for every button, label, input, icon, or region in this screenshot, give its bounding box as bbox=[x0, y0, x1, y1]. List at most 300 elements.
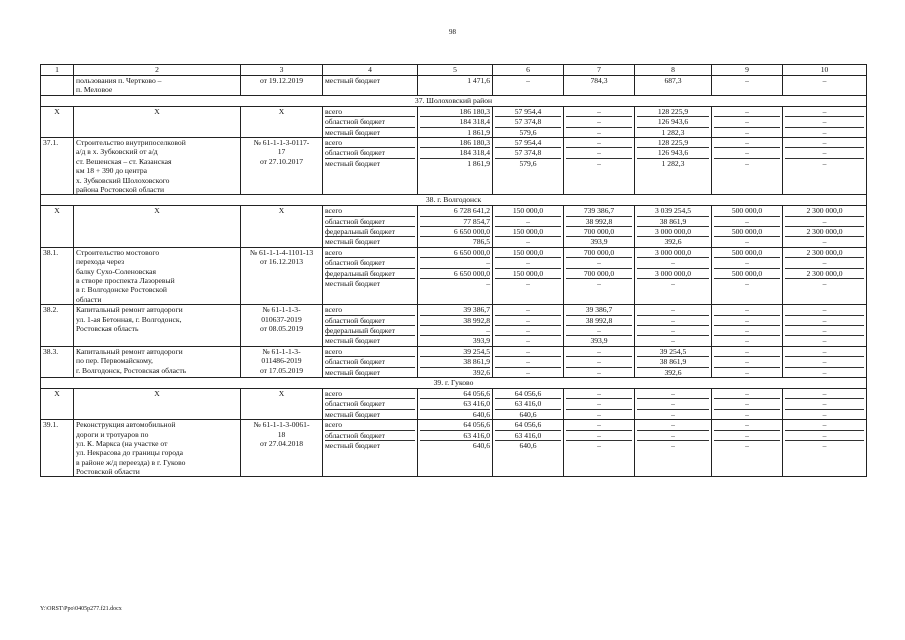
amount-c9-lines bbox=[714, 138, 780, 168]
amount-c9-lines bbox=[714, 206, 780, 247]
amount-c6-line: 57 374,8 bbox=[495, 117, 561, 127]
amount-c9-lines bbox=[714, 389, 780, 419]
budget-source bbox=[323, 76, 418, 96]
amount-c10-lines bbox=[785, 206, 864, 247]
document-ref-line: 010637-2019 bbox=[261, 314, 302, 324]
amount-c5-line: – bbox=[486, 279, 490, 289]
amount-c6-line: 57 954,4 bbox=[495, 138, 561, 148]
amount-c10 bbox=[783, 346, 867, 377]
amount-c10 bbox=[783, 206, 867, 248]
document-ref-lines bbox=[243, 107, 320, 116]
amount-c9 bbox=[712, 76, 783, 96]
amount-c7-line: – bbox=[566, 357, 632, 367]
amount-c9-line: – bbox=[745, 336, 749, 346]
amount-c6 bbox=[493, 137, 564, 194]
object-name-line: ул. 1-ая Бетонная, г. Волгодонск, bbox=[76, 314, 182, 324]
amount-c5-line: 1 471,6 bbox=[467, 76, 490, 85]
object-name-line: в створе проспекта Лазоревый bbox=[76, 276, 175, 286]
amount-c7-lines bbox=[566, 107, 632, 137]
header-row bbox=[41, 65, 867, 76]
document-ref-lines bbox=[243, 248, 320, 267]
amount-c5 bbox=[418, 420, 493, 477]
amount-c7 bbox=[564, 420, 635, 477]
amount-c5-line: 184 318,4 bbox=[420, 148, 490, 158]
object-name-line: Ростовская область bbox=[76, 323, 139, 333]
amount-c8-line: – bbox=[637, 326, 709, 336]
amount-c7-lines bbox=[566, 305, 632, 346]
amount-c6-line: – bbox=[495, 258, 561, 268]
budget-source-line: местный бюджет bbox=[325, 440, 381, 450]
amount-c6 bbox=[493, 206, 564, 248]
amount-c6-line: – bbox=[495, 357, 561, 367]
budget-source bbox=[323, 388, 418, 419]
amount-c10-line: 2 300 000,0 bbox=[785, 206, 864, 216]
document-ref-line: от 27.04.2018 bbox=[259, 438, 304, 448]
budget-source-line: всего bbox=[325, 389, 415, 399]
amount-c8-lines bbox=[637, 206, 709, 247]
budget-source-line: областной бюджет bbox=[325, 316, 415, 326]
object-name-line: ул. Некрасова до границы города bbox=[76, 448, 184, 458]
amount-c10-line: – bbox=[785, 117, 864, 127]
amount-c8 bbox=[635, 420, 712, 477]
table-row bbox=[41, 137, 867, 194]
amount-c8-line: 126 943,6 bbox=[637, 148, 709, 158]
amount-c10-line: – bbox=[785, 431, 864, 441]
amount-c7-line: 700 000,0 bbox=[566, 269, 632, 279]
amount-c6-lines bbox=[495, 107, 561, 137]
amount-c6-line: 57 374,8 bbox=[495, 148, 561, 158]
object-name bbox=[74, 106, 241, 137]
section-row bbox=[41, 377, 867, 388]
budget-source-line: федеральный бюджет bbox=[325, 326, 415, 336]
amount-c8-line: 126 943,6 bbox=[637, 117, 709, 127]
document-ref-line: от 16.12.2013 bbox=[259, 257, 304, 267]
amount-c6-lines bbox=[495, 76, 561, 85]
budget-source-line: местный бюджет bbox=[325, 127, 381, 137]
amount-c10-line: – bbox=[785, 399, 864, 409]
amount-c8-line: – bbox=[671, 409, 675, 419]
amount-c6-line: – bbox=[526, 367, 530, 377]
object-name-line: Строительство мостового bbox=[76, 247, 160, 257]
amount-c6-lines bbox=[495, 420, 561, 450]
amount-c5-line: 64 056,6 bbox=[420, 389, 490, 399]
amount-c6 bbox=[493, 247, 564, 304]
amount-c6-line: – bbox=[526, 279, 530, 289]
amount-c9-line: 500 000,0 bbox=[714, 227, 780, 237]
amount-c7-line: – bbox=[566, 389, 632, 399]
amount-c10-line: – bbox=[822, 440, 827, 450]
amount-c7-line: – bbox=[566, 347, 632, 357]
object-name-line: пользования п. Чертково – bbox=[76, 76, 162, 85]
amount-c9-line: 500 000,0 bbox=[714, 206, 780, 216]
amount-c9 bbox=[712, 247, 783, 304]
amount-c10-line: – bbox=[822, 336, 827, 346]
amount-c8-line: – bbox=[671, 440, 675, 450]
budget-source-line: всего bbox=[325, 248, 415, 258]
file-path-footer: Y:\ORST\Ppo\0405p277.f21.docx bbox=[40, 606, 122, 612]
document-ref-line: № 61-1-1-3-0117- bbox=[253, 137, 310, 147]
amount-c6-line: 579,6 bbox=[519, 158, 537, 168]
document-ref bbox=[241, 206, 323, 248]
amount-c7-lines bbox=[566, 206, 632, 247]
amount-c7-lines bbox=[566, 347, 632, 377]
amount-c7-line: 38 992,8 bbox=[566, 217, 632, 227]
amount-c7-line: – bbox=[597, 279, 601, 289]
amount-c5-lines bbox=[420, 206, 490, 247]
amount-c9-line: – bbox=[714, 305, 780, 315]
amount-c7-lines bbox=[566, 138, 632, 168]
amount-c6-line: 64 056,6 bbox=[495, 420, 561, 430]
amount-c7 bbox=[564, 305, 635, 347]
budget-source-lines bbox=[325, 389, 415, 419]
amount-c9-lines bbox=[714, 76, 780, 85]
amount-c8-line: – bbox=[637, 420, 709, 430]
amount-c7 bbox=[564, 137, 635, 194]
budget-source-line: местный бюджет bbox=[325, 158, 381, 168]
object-name-line: г. Волгодонск, Ростовская область bbox=[76, 365, 187, 375]
amount-c9-line: – bbox=[714, 399, 780, 409]
amount-c8-line: – bbox=[637, 389, 709, 399]
document-ref bbox=[241, 137, 323, 194]
amount-c9-line: – bbox=[714, 420, 780, 430]
amount-c8-line: 1 282,3 bbox=[661, 127, 685, 137]
amount-c7-line: – bbox=[566, 107, 632, 117]
document-ref-line: 18 bbox=[277, 429, 286, 439]
amount-c8-line: 687,3 bbox=[664, 76, 682, 85]
amount-c10-line: 2 300 000,0 bbox=[785, 248, 864, 258]
amount-c9-line: – bbox=[745, 158, 749, 168]
amount-c8-line: – bbox=[637, 258, 709, 268]
amount-c10-line: – bbox=[785, 217, 864, 227]
total-row bbox=[41, 106, 867, 137]
amount-c9-line: – bbox=[714, 316, 780, 326]
budget-source-lines bbox=[325, 248, 415, 289]
amount-c5-lines bbox=[420, 305, 490, 346]
amount-c9 bbox=[712, 206, 783, 248]
amount-c6-lines bbox=[495, 389, 561, 419]
budget-source-line: федеральный бюджет bbox=[325, 227, 415, 237]
amount-c6-line: 150 000,0 bbox=[495, 269, 561, 279]
section-row bbox=[41, 95, 867, 106]
object-name-line: в районе ж/д переезда) в г. Гуково bbox=[76, 457, 186, 467]
amount-c10 bbox=[783, 137, 867, 194]
amount-c8-lines bbox=[637, 138, 709, 168]
amount-c8-line: 3 000 000,0 bbox=[637, 248, 709, 258]
amount-c6-line: 579,6 bbox=[519, 127, 537, 137]
object-name-lines bbox=[76, 389, 238, 398]
amount-c9 bbox=[712, 388, 783, 419]
amount-c5-line: 6 650 000,0 bbox=[420, 227, 490, 237]
amount-c5-line: 393,9 bbox=[472, 336, 490, 346]
document-ref bbox=[241, 388, 323, 419]
object-name-lines bbox=[76, 107, 238, 116]
amount-c6-line: – bbox=[526, 237, 530, 247]
amount-c9-line: – bbox=[714, 357, 780, 367]
amount-c6-line: 150 000,0 bbox=[495, 206, 561, 216]
amount-c8-line: 38 861,9 bbox=[637, 357, 709, 367]
budget-source-line: всего bbox=[325, 347, 415, 357]
amount-c10-lines bbox=[785, 76, 864, 85]
amount-c5-lines bbox=[420, 107, 490, 137]
amount-c8 bbox=[635, 137, 712, 194]
amount-c10-line: – bbox=[822, 409, 827, 419]
amount-c6-lines bbox=[495, 248, 561, 289]
amount-c10-line: – bbox=[785, 326, 864, 336]
amount-c7-line: – bbox=[566, 117, 632, 127]
document-ref-lines bbox=[243, 420, 320, 448]
object-name-lines bbox=[76, 76, 238, 95]
budget-source-line: местный бюджет bbox=[325, 409, 381, 419]
object-name bbox=[74, 76, 241, 96]
section-title: 39. г. Гуково bbox=[41, 377, 867, 388]
amount-c9-line: 500 000,0 bbox=[714, 269, 780, 279]
amount-c5-line: – bbox=[420, 326, 490, 336]
document-ref bbox=[241, 420, 323, 477]
amount-c9-lines bbox=[714, 107, 780, 137]
amount-c5-line: 39 386,7 bbox=[420, 305, 490, 315]
amount-c9-line: – bbox=[714, 431, 780, 441]
object-name-lines bbox=[76, 248, 238, 304]
amount-c9-line: – bbox=[714, 326, 780, 336]
amount-c5-line: 392,6 bbox=[472, 367, 490, 377]
amount-c9-line: – bbox=[714, 117, 780, 127]
document-ref-lines bbox=[243, 389, 320, 398]
amount-c6-line: 63 416,0 bbox=[495, 399, 561, 409]
amount-c8-lines bbox=[637, 107, 709, 137]
amount-c6 bbox=[493, 420, 564, 477]
amount-c6-line: 150 000,0 bbox=[495, 248, 561, 258]
document-ref bbox=[241, 106, 323, 137]
object-name-line: Х bbox=[154, 106, 160, 116]
amount-c5-line: 63 416,0 bbox=[420, 431, 490, 441]
amount-c10-lines bbox=[785, 420, 864, 450]
amount-c6-line: – bbox=[495, 347, 561, 357]
amount-c5-line: 640,6 bbox=[472, 440, 490, 450]
object-name-lines bbox=[76, 206, 238, 215]
amount-c7 bbox=[564, 106, 635, 137]
amount-c10-lines bbox=[785, 248, 864, 289]
amount-c10-line: – bbox=[785, 316, 864, 326]
amount-c6 bbox=[493, 305, 564, 347]
amount-c9-lines bbox=[714, 248, 780, 289]
object-name-lines bbox=[76, 305, 238, 333]
amount-c8-line: 39 254,5 bbox=[637, 347, 709, 357]
amount-c7-lines bbox=[566, 420, 632, 450]
document-ref bbox=[241, 247, 323, 304]
amount-c6 bbox=[493, 76, 564, 96]
section-row bbox=[41, 195, 867, 206]
amount-c7-line: – bbox=[566, 326, 632, 336]
amount-c7-line: – bbox=[597, 409, 601, 419]
amount-c5 bbox=[418, 305, 493, 347]
document-ref-line: от 17.05.2019 bbox=[259, 365, 304, 375]
amount-c8 bbox=[635, 346, 712, 377]
budget-source-lines bbox=[325, 347, 415, 377]
amount-c5-lines bbox=[420, 248, 490, 289]
budget-source-line: местный бюджет bbox=[325, 279, 381, 289]
budget-source-lines bbox=[325, 305, 415, 346]
amount-c7-lines bbox=[566, 389, 632, 419]
document-ref-line: Х bbox=[278, 106, 285, 116]
amount-c5-line: 77 854,7 bbox=[420, 217, 490, 227]
amount-c10-lines bbox=[785, 138, 864, 168]
amount-c7-line: – bbox=[566, 431, 632, 441]
amount-c8-line: 392,6 bbox=[664, 367, 682, 377]
object-name-line: Ростовской области bbox=[76, 467, 140, 477]
object-name-lines bbox=[76, 420, 238, 476]
amount-c8-lines bbox=[637, 389, 709, 419]
object-name-line: области bbox=[76, 294, 102, 304]
amount-c5-line: 39 254,5 bbox=[420, 347, 490, 357]
budget-source-line: областной бюджет bbox=[325, 399, 415, 409]
row-number: 39.1. bbox=[41, 420, 74, 477]
amount-c9-line: – bbox=[745, 237, 749, 247]
total-row bbox=[41, 206, 867, 248]
section-title: 37. Шолоховский район bbox=[41, 95, 867, 106]
header-col-8: 8 bbox=[635, 65, 712, 76]
budget-source-line: всего bbox=[325, 107, 415, 117]
budget-source-lines bbox=[325, 420, 415, 450]
total-row bbox=[41, 388, 867, 419]
amount-c9-line: – bbox=[745, 76, 749, 85]
amount-c6-lines bbox=[495, 206, 561, 247]
object-name-line: района Ростовской области bbox=[76, 184, 165, 194]
amount-c10 bbox=[783, 420, 867, 477]
amount-c9-line: – bbox=[714, 148, 780, 158]
amount-c5-line: 6 650 000,0 bbox=[420, 248, 490, 258]
amount-c9-line: – bbox=[714, 138, 780, 148]
amount-c6-line: – bbox=[495, 217, 561, 227]
budget-source-line: всего bbox=[325, 305, 415, 315]
amount-c7 bbox=[564, 388, 635, 419]
amount-c8 bbox=[635, 76, 712, 96]
amount-c5-line: 186 180,3 bbox=[420, 138, 490, 148]
document-ref-line: 011486-2019 bbox=[261, 356, 302, 366]
object-name bbox=[74, 420, 241, 477]
budget-source-line: областной бюджет bbox=[325, 258, 415, 268]
document-ref-lines bbox=[243, 206, 320, 215]
amount-c10-lines bbox=[785, 347, 864, 377]
amount-c9-line: – bbox=[745, 440, 749, 450]
amount-c8-line: – bbox=[637, 316, 709, 326]
amount-c9-lines bbox=[714, 420, 780, 450]
amount-c7-line: – bbox=[597, 367, 601, 377]
object-name-line: по пер. Первомайскому, bbox=[76, 356, 153, 366]
amount-c7-line: – bbox=[566, 399, 632, 409]
amount-c5-lines bbox=[420, 76, 490, 85]
amount-c9 bbox=[712, 305, 783, 347]
amount-c6-line: 640,6 bbox=[519, 409, 537, 419]
amount-c5-line: 1 861,9 bbox=[467, 158, 490, 168]
budget-source-lines bbox=[325, 76, 415, 85]
amount-c6 bbox=[493, 346, 564, 377]
amount-c6-lines bbox=[495, 305, 561, 346]
budget-source-lines bbox=[325, 138, 415, 168]
document-ref-line: № 61-1-1-3- bbox=[262, 305, 301, 315]
amount-c10 bbox=[783, 305, 867, 347]
amount-c5-line: 640,6 bbox=[472, 409, 490, 419]
row-number: Х bbox=[41, 206, 74, 248]
budget-source-lines bbox=[325, 206, 415, 247]
header-col-7: 7 bbox=[564, 65, 635, 76]
amount-c10-line: – bbox=[785, 138, 864, 148]
header-col-6: 6 bbox=[493, 65, 564, 76]
amount-c7 bbox=[564, 247, 635, 304]
amount-c7 bbox=[564, 346, 635, 377]
amount-c8-line: – bbox=[637, 399, 709, 409]
object-name bbox=[74, 137, 241, 194]
amount-c6-line: 150 000,0 bbox=[495, 227, 561, 237]
section-title: 38. г. Волгодонск bbox=[41, 195, 867, 206]
document-ref-line: от 19.12.2019 bbox=[259, 76, 304, 85]
amount-c8-line: 38 861,9 bbox=[637, 217, 709, 227]
budget-source-line: всего bbox=[325, 206, 415, 216]
amount-c10 bbox=[783, 106, 867, 137]
amount-c8-line: – bbox=[637, 431, 709, 441]
budget-source-line: федеральный бюджет bbox=[325, 269, 415, 279]
amount-c8-line: 128 225,9 bbox=[637, 107, 709, 117]
object-name-line: в г. Волгодонске Ростовской bbox=[76, 285, 167, 295]
amount-c9-line: – bbox=[745, 127, 749, 137]
object-name bbox=[74, 247, 241, 304]
amount-c10-line: – bbox=[822, 237, 827, 247]
budget-source bbox=[323, 305, 418, 347]
amount-c5 bbox=[418, 106, 493, 137]
amount-c9-line: – bbox=[714, 389, 780, 399]
object-name-line: Строительство внутрипоселковой bbox=[76, 137, 186, 147]
budget-source-line: местный бюджет bbox=[325, 336, 381, 346]
amount-c8 bbox=[635, 206, 712, 248]
object-name-line: п. Меловое bbox=[76, 85, 113, 95]
object-name bbox=[74, 206, 241, 248]
amount-c5-lines bbox=[420, 420, 490, 450]
header-col-10: 10 bbox=[783, 65, 867, 76]
amount-c10-line: – bbox=[785, 258, 864, 268]
amount-c6 bbox=[493, 106, 564, 137]
object-name-line: а/д в х. Зубковский от а/д bbox=[76, 147, 158, 157]
amount-c6-line: 64 056,6 bbox=[495, 389, 561, 399]
amount-c9-line: – bbox=[714, 107, 780, 117]
object-name-line: балку Сухо-Соленовская bbox=[76, 266, 157, 276]
budget-source-line: областной бюджет bbox=[325, 431, 415, 441]
object-name bbox=[74, 388, 241, 419]
amount-c8-lines bbox=[637, 76, 709, 85]
table-row bbox=[41, 247, 867, 304]
amount-c8-line: 3 000 000,0 bbox=[637, 269, 709, 279]
amount-c8-line: – bbox=[637, 305, 709, 315]
budget-source bbox=[323, 106, 418, 137]
amount-c7-line: 700 000,0 bbox=[566, 227, 632, 237]
amount-c7-line: – bbox=[597, 127, 601, 137]
amount-c5-line: 63 416,0 bbox=[420, 399, 490, 409]
amount-c8-line: – bbox=[671, 279, 675, 289]
amount-c6-line: – bbox=[495, 326, 561, 336]
object-name-line: Х bbox=[154, 388, 160, 398]
header-col-1: 1 bbox=[41, 65, 74, 76]
amount-c10-lines bbox=[785, 389, 864, 419]
amount-c10-line: – bbox=[785, 305, 864, 315]
amount-c7-line: 39 386,7 bbox=[566, 305, 632, 315]
budget-source bbox=[323, 346, 418, 377]
amount-c8 bbox=[635, 305, 712, 347]
row-number: Х bbox=[41, 388, 74, 419]
amount-c5 bbox=[418, 206, 493, 248]
amount-c8-line: 128 225,9 bbox=[637, 138, 709, 148]
amount-c7-line: 700 000,0 bbox=[566, 248, 632, 258]
amount-c10-line: – bbox=[822, 367, 827, 377]
amount-c6-line: 640,6 bbox=[519, 440, 537, 450]
document-ref-line: от 08.05.2019 bbox=[259, 323, 304, 333]
